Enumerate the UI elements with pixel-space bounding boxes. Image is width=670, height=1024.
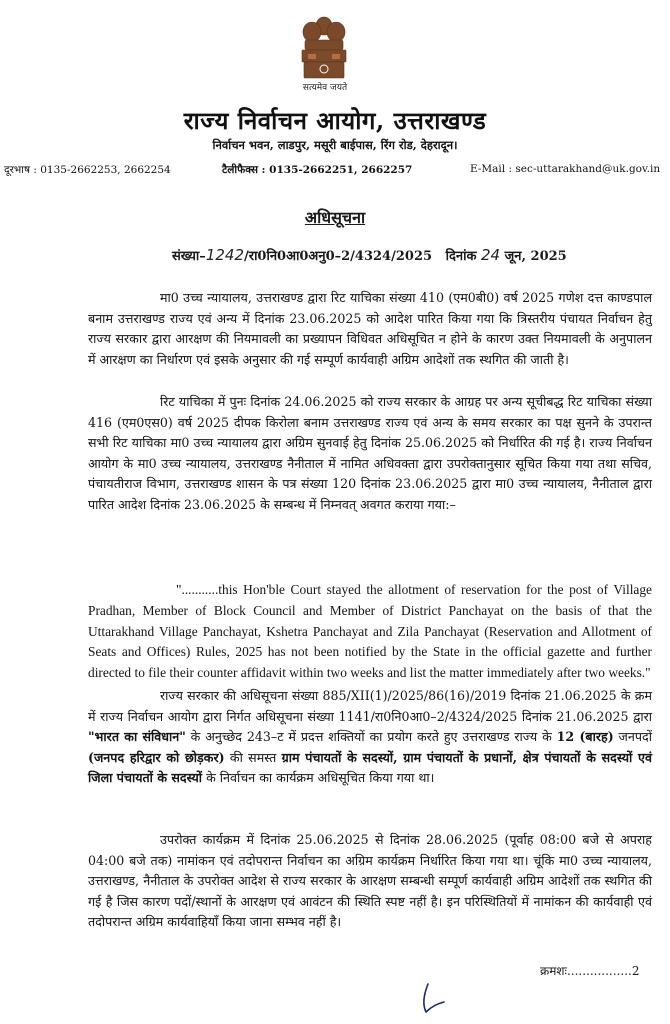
date-handwritten: 24 — [481, 246, 501, 264]
paragraph-nomination — [88, 830, 652, 933]
district-count: 12 (बारह) — [556, 729, 614, 745]
emblem-motto: सत्यमेव जयते — [302, 83, 348, 93]
email-address: E-Mail : sec-uttarakhand@uk.gov.in — [470, 163, 661, 175]
reference-line — [172, 246, 567, 264]
notification-title: अधिसूचना — [304, 208, 366, 227]
reference-number-suffix: /रा0नि0आ0अनु0–2/4324/2025 — [244, 249, 433, 264]
paragraph-3-text-g: की समस्त — [224, 749, 282, 765]
telefax-numbers: टैलीफैक्स : 0135-2662251, 2662257 — [222, 164, 413, 176]
continued-marker: क्रमशः.................2 — [540, 964, 640, 978]
paragraph-2-text: रिट याचिका में पुनः दिनांक 24.06.2025 को राज्य सरकार के आग्रह पर अन्य सूचीबद्ध रिट याचिका संख्या 416 (एम0एस0) वर्ष 2025 दीपक किरोला बनाम उत्तराखण्ड राज्य एवं अन्य के समय सरकार का पक्ष सुनने के उपरान्त सभी रिट याचिका मा0 उच्च न्यायालय द्वारा अग्रिम सुनवाई हेतु दिनांक 25.06.2025 को निर्धारित की गई है। राज्य निर्वाचन आयोग के मा0 उच्च न्यायालय, उत्तराखण्ड नैनीताल में नामित अधिवक्ता द्वारा उपरोक्तानुसार सूचित किया गया तथा सचिव, पंचायतीराज विभाग, उत्तराखण्ड शासन के पत्र संख्या 120 दिनांक 23.06.2025 द्वारा मा0 उच्च न्यायालय, नैनीताल द्वारा पारित आदेश दिनांक 23.06.2025 के सम्बन्ध में निम्नवत् अवगत कराया गया:– — [88, 394, 652, 512]
state-emblem-icon — [288, 12, 360, 108]
organization-title: राज्य निर्वाचन आयोग, उत्तराखण्ड — [183, 106, 487, 135]
reference-number-prefix: संख्या– — [172, 249, 206, 264]
paragraph-3-text-c: के अनुच्छेद 243–ट में प्रदत्त शक्तियों का प्रयोग करते हुए उत्तराखण्ड राज्य के — [185, 729, 557, 745]
paragraph-3-text-e: जनपदों — [613, 729, 652, 745]
constitution-reference: "भारत का संविधान" — [88, 729, 186, 745]
paragraph-court-order — [88, 288, 652, 370]
paragraph-election-notification — [88, 686, 652, 789]
paragraph-4-text: उपरोक्त कार्यक्रम में दिनांक 25.06.2025 से दिनांक 28.06.2025 (पूर्वाह 08:00 बजे से अपराह 04:00 बजे तक) नामांकन एवं तदोपरान्त निर्वाचन का अग्रिम कार्यक्रम निर्धारित किया गया था। चूंकि मा0 उच्च न्यायालय, उत्तराखण्ड, नैनीताल के उपरोक्त आदेश से राज्य सरकार के आरक्षण सम्बन्धी सम्पूर्ण कार्यवाही अग्रिम आदेशों तक स्थगित की गई है जिस कारण पदों/स्थानों के आरक्षण एवं आवंटन की स्थिति स्पष्ट नहीं है। इन परिस्थितियों में नामांकन की कार्यवाही एवं तदोपरान्त अग्रिम कार्यवाहियाँ किया जाना सम्भव नहीं है। — [88, 832, 652, 930]
date-prefix: दिनांक — [445, 249, 477, 264]
panchayat-members-list: ग्राम पंचायतों के सदस्यों, ग्राम पंचायतों के प्रधानों, क्षेत्र पंचायतों के सदस्यों एवं जिला पंचायतों के सदस्यों — [88, 749, 652, 786]
quote-text: "...........this Hon'ble Court stayed the allotment of reservation for the post of Village Pradhan, Member of Block Council and Member of District Panchayat on the basis of that the Uttarakhand Village Panchayat, Kshetra Panchayat and Zila Panchayat (Reservation and Allotment of Seats and Offices) Rules, 2025 has not been notified by the State in the official gazette and further directed to file their counter affidavit within two weeks and list the matter immediately after two weeks." — [88, 582, 652, 681]
phone-numbers: दूरभाष : 0135-2662253, 2662254 — [4, 164, 171, 176]
paragraph-3-text-a: राज्य सरकार की अधिसूचना संख्या 885/XII(1)/2025/86(16)/2019 दिनांक 21.06.2025 के क्रम में राज्य निर्वाचन आयोग द्वारा निर्गत अधिसूचना संख्या 1141/रा0नि0आ0–2/4324/2025 दिनांक 21.06.2025 द्वारा — [88, 688, 652, 724]
paragraph-hearing — [88, 392, 652, 516]
paragraph-3-text-i: के निर्वाचन का कार्यक्रम अधिसूचित किया गया था। — [202, 770, 435, 786]
organization-address: निर्वाचन भवन, लाडपुर, मसूरी बाईपास, रिंग रोड, देहरादून। — [212, 138, 458, 152]
haridwar-exclusion: (जनपद हरिद्वार को छोड़कर) — [88, 749, 225, 765]
paragraph-1-text: मा0 उच्च न्यायालय, उत्तराखण्ड द्वारा रिट याचिका संख्या 410 (एम0बी0) वर्ष 2025 गणेश दत्त काण्डपाल बनाम उत्तराखण्ड राज्य एवं अन्य में दिनांक 23.06.2025 को आदेश पारित किया गया कि त्रिस्तरीय पंचायत निर्वाचन हेतु राज्य सरकार द्वारा आरक्षण की नियमावली का प्रख्यापन विधिवत अधिसूचित न होने के कारण उक्त नियमावली के अनुपालन में आरक्षण का निर्धारण एवं इसके अनुसार की गई सम्पूर्ण कार्यवाही अग्रिम आदेशों तक स्थगित की जाती है। — [88, 290, 652, 367]
court-order-quote — [88, 580, 652, 684]
signature-mark-icon — [418, 980, 448, 1016]
date-suffix: जून, 2025 — [504, 249, 567, 264]
reference-number-handwritten: 1242 — [205, 246, 244, 264]
